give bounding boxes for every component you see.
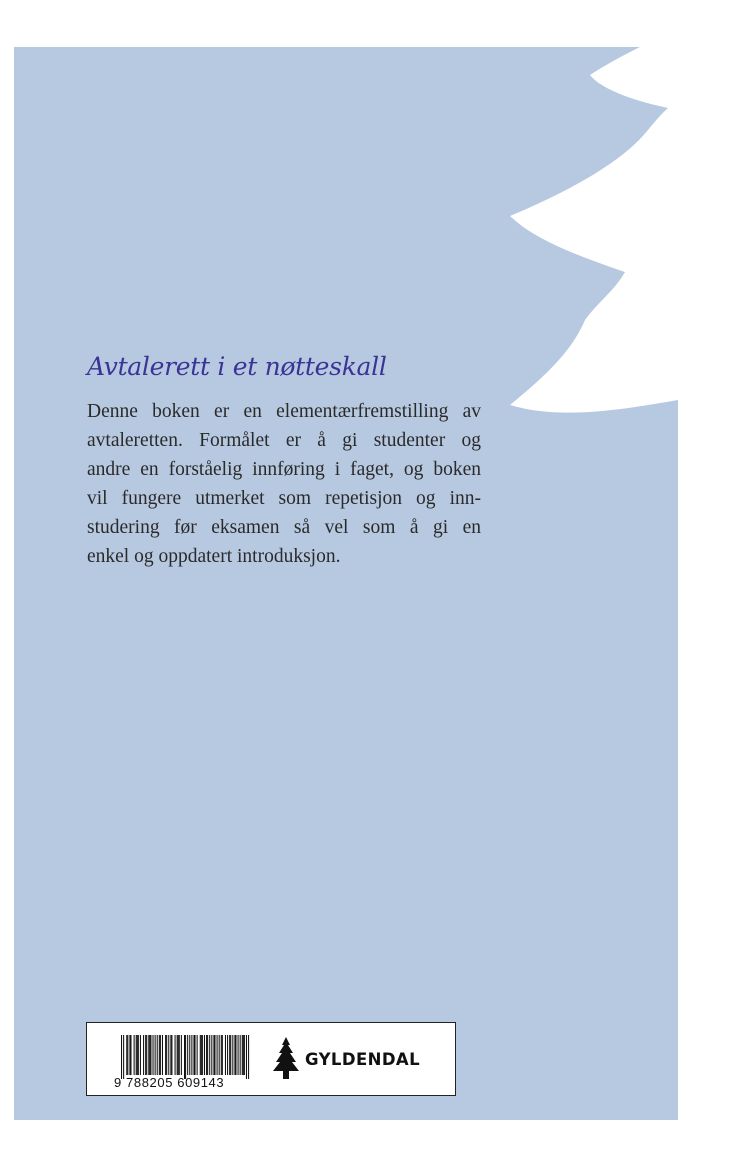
barcode-bar <box>213 1035 214 1075</box>
barcode-bar <box>234 1035 235 1075</box>
description-line: vil fungere utmerket som repetisjon og inn- <box>87 488 481 509</box>
barcode-bar <box>129 1035 130 1075</box>
barcode-bar <box>217 1035 218 1075</box>
barcode-panel <box>86 1022 456 1096</box>
barcode-bar <box>165 1035 166 1075</box>
barcode-bar <box>126 1035 127 1075</box>
barcode-bar <box>235 1035 236 1075</box>
barcode-bar <box>204 1035 205 1075</box>
barcode-bar <box>170 1035 171 1075</box>
barcode-bar <box>184 1035 185 1079</box>
barcode-bar <box>225 1035 226 1075</box>
barcode-bar <box>243 1035 244 1075</box>
book-description <box>87 397 481 571</box>
description-line: Denne boken er en elementærfremstilling av <box>87 401 481 422</box>
barcode-bar <box>121 1035 122 1079</box>
barcode-bar <box>187 1035 188 1075</box>
barcode-bar <box>168 1035 169 1075</box>
barcode-bar <box>130 1035 131 1075</box>
barcode-bar <box>248 1035 249 1079</box>
barcode-bar <box>162 1035 163 1075</box>
barcode-bar <box>149 1035 150 1075</box>
barcode-bar <box>242 1035 243 1075</box>
description-line: enkel og oppdatert introduksjon. <box>87 546 341 567</box>
barcode-bar <box>153 1035 154 1075</box>
barcode-bar <box>202 1035 203 1075</box>
barcode-bar <box>222 1035 223 1075</box>
barcode-bar <box>160 1035 161 1075</box>
barcode-bar <box>166 1035 167 1075</box>
barcode-bar <box>146 1035 147 1075</box>
barcode-bar <box>178 1035 179 1075</box>
barcode-bar <box>244 1035 245 1075</box>
barcode-bar <box>155 1035 156 1075</box>
barcode-bar <box>230 1035 231 1075</box>
barcode-bar <box>219 1035 220 1075</box>
barcode-bar <box>221 1035 222 1075</box>
barcode-bar <box>240 1035 241 1075</box>
barcode-bar <box>195 1035 196 1075</box>
barcode-bar <box>209 1035 210 1075</box>
barcode-bar <box>127 1035 128 1075</box>
barcode-bar <box>138 1035 139 1075</box>
barcode-bar <box>207 1035 208 1075</box>
barcode-bar <box>150 1035 151 1075</box>
barcode-bar <box>206 1035 207 1075</box>
barcode-bar <box>201 1035 202 1075</box>
barcode-bar <box>238 1035 239 1075</box>
barcode-bar <box>197 1035 198 1075</box>
barcode-bar <box>193 1035 194 1075</box>
barcode-bar <box>177 1035 178 1075</box>
barcode-bar <box>136 1035 137 1075</box>
barcode-bar <box>229 1035 230 1075</box>
barcode-bar <box>211 1035 212 1075</box>
barcode-bar <box>137 1035 138 1075</box>
barcode-bar <box>159 1035 160 1075</box>
barcode-bar <box>181 1035 182 1075</box>
book-title: Avtalerett i et nøtteskall <box>87 352 387 381</box>
barcode-bar <box>157 1035 158 1075</box>
description-line: andre en forståelig innføring i faget, og boken <box>87 459 481 480</box>
barcode-bar <box>232 1035 233 1075</box>
barcode-bar <box>145 1035 146 1075</box>
barcode-bar <box>189 1035 190 1075</box>
barcode-bar <box>143 1035 144 1075</box>
barcode-bar <box>175 1035 176 1075</box>
barcode-bar <box>200 1035 201 1075</box>
description-line: avtaleretten. Formålet er å gi studenter og <box>87 430 481 451</box>
barcode-bar <box>140 1035 141 1075</box>
barcode-bar <box>171 1035 172 1075</box>
barcode-bar <box>227 1035 228 1075</box>
description-line: studering før eksamen så vel som å gi en <box>87 517 481 538</box>
barcode-bar <box>185 1035 186 1079</box>
barcode-bar <box>191 1035 192 1075</box>
barcode-bar <box>134 1035 135 1075</box>
barcode-bar <box>123 1035 124 1079</box>
barcode-bar <box>179 1035 180 1075</box>
spruce-tree-icon <box>270 1037 302 1081</box>
publisher-name: GYLDENDAL <box>305 1050 420 1069</box>
isbn-number: 9 788205 609143 <box>114 1075 225 1090</box>
barcode-bar <box>148 1035 149 1075</box>
barcode-bar <box>214 1035 215 1075</box>
barcode-bar <box>246 1035 247 1079</box>
